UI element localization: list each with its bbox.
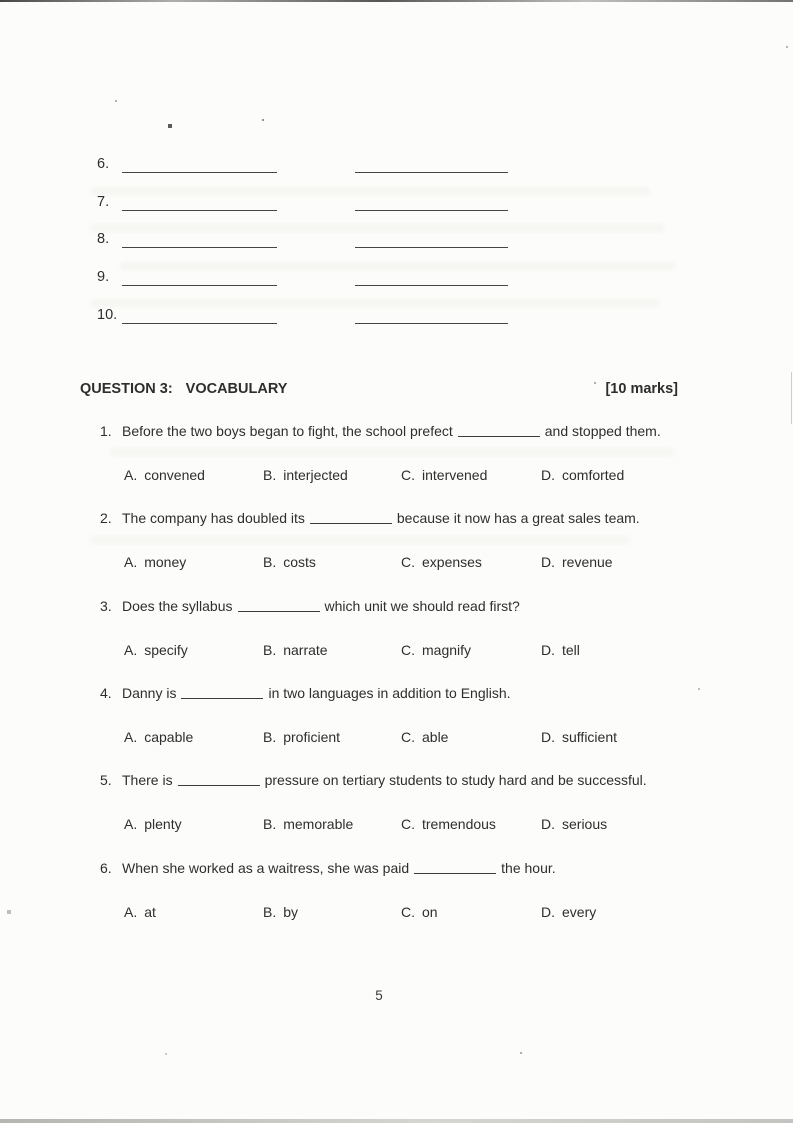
option-text: comforted	[562, 467, 625, 483]
question-number: 2.	[100, 510, 112, 526]
question-text-before: Before the two boys began to fight, the school prefect	[122, 423, 453, 439]
option-text: money	[144, 554, 187, 570]
option-label: A.	[124, 816, 138, 832]
fill-in-blank	[238, 598, 320, 612]
section-title	[80, 381, 287, 397]
option-text: at	[144, 904, 156, 920]
question-text-after: pressure on tertiary students to study hard and be successful.	[264, 772, 647, 788]
question-text-before: When she worked as a waitress, she was paid	[122, 860, 410, 876]
option-c	[401, 729, 541, 746]
option-label: C.	[401, 904, 415, 920]
option-label: D.	[541, 729, 555, 745]
option-b	[263, 554, 401, 571]
fill-in-blank	[178, 772, 260, 786]
option-b	[263, 729, 401, 746]
fill-in-blank	[458, 423, 540, 437]
option-c	[401, 816, 541, 833]
option-a	[124, 554, 263, 571]
answer-row-9	[97, 268, 508, 286]
section-heading	[80, 381, 678, 397]
scan-right-edge	[791, 372, 792, 424]
question-text	[100, 510, 740, 527]
option-text: every	[562, 904, 597, 920]
question-5	[100, 772, 740, 833]
option-text: interjected	[283, 467, 348, 483]
option-a	[124, 904, 263, 921]
question-text-before: There is	[122, 772, 173, 788]
option-a	[124, 816, 263, 833]
question-number: 3.	[100, 598, 112, 614]
page-number: 5	[375, 988, 383, 1003]
option-label: C.	[401, 554, 415, 570]
answer-row-8	[97, 230, 508, 248]
option-a	[124, 467, 263, 484]
question-text	[100, 860, 740, 877]
answer-row-number: 10.	[97, 307, 118, 323]
question-text-before: Does the syllabus	[122, 598, 233, 614]
question-2	[100, 510, 740, 571]
option-text: on	[422, 904, 438, 920]
option-text: plenty	[144, 816, 182, 832]
answer-row-number: 6.	[97, 156, 110, 172]
option-label: D.	[541, 904, 555, 920]
option-label: D.	[541, 467, 555, 483]
option-label: B.	[263, 467, 277, 483]
answer-row-number: 7.	[97, 194, 110, 210]
answer-blank-line-left	[122, 306, 277, 324]
section-title-label: QUESTION 3:	[80, 381, 173, 397]
option-label: C.	[401, 467, 415, 483]
option-label: A.	[124, 904, 138, 920]
answer-row-number: 8.	[97, 231, 110, 247]
option-b	[263, 642, 401, 659]
option-c	[401, 904, 541, 921]
option-b	[263, 816, 401, 833]
option-label: B.	[263, 729, 277, 745]
question-text-after: because it now has a great sales team.	[396, 510, 640, 526]
option-text: expenses	[422, 554, 482, 570]
answer-blank-line-right	[355, 193, 508, 211]
option-label: C.	[401, 729, 415, 745]
option-label: B.	[263, 904, 277, 920]
option-text: serious	[562, 816, 608, 832]
option-label: A.	[124, 729, 138, 745]
option-c	[401, 554, 541, 571]
option-text: costs	[283, 554, 316, 570]
scan-bottom-edge	[0, 1119, 793, 1123]
answer-blank-line-left	[122, 155, 277, 173]
question-1	[100, 423, 740, 484]
fill-in-blank	[414, 860, 496, 874]
option-label: A.	[124, 467, 138, 483]
option-text: proficient	[283, 729, 341, 745]
option-c	[401, 642, 541, 659]
option-a	[124, 729, 263, 746]
option-label: D.	[541, 642, 555, 658]
scan-specks	[0, 0, 2, 2]
option-text: revenue	[562, 554, 613, 570]
option-label: A.	[124, 642, 138, 658]
option-label: D.	[541, 816, 555, 832]
answer-row-6	[97, 155, 508, 173]
answer-row-7	[97, 193, 508, 211]
options-row	[124, 467, 740, 484]
question-6	[100, 860, 740, 921]
option-text: capable	[144, 729, 194, 745]
question-text-after: the hour.	[501, 860, 556, 876]
answer-blank-line-right	[355, 268, 508, 286]
answer-blank-line-right	[355, 230, 508, 248]
question-number: 4.	[100, 685, 112, 701]
options-row	[124, 554, 740, 571]
option-text: specify	[144, 642, 188, 658]
option-label: C.	[401, 816, 415, 832]
option-d	[541, 554, 613, 571]
option-label: B.	[263, 816, 277, 832]
options-row	[124, 642, 740, 659]
option-d	[541, 904, 596, 921]
option-label: B.	[263, 642, 277, 658]
question-text	[100, 685, 740, 702]
option-text: memorable	[283, 816, 354, 832]
option-b	[263, 467, 401, 484]
question-text-after: which unit we should read first?	[324, 598, 520, 614]
option-a	[124, 642, 263, 659]
option-label: C.	[401, 642, 415, 658]
option-d	[541, 816, 607, 833]
option-d	[541, 729, 617, 746]
question-text-before: The company has doubled its	[122, 510, 305, 526]
option-text: by	[283, 904, 299, 920]
option-d	[541, 642, 580, 659]
question-3	[100, 598, 740, 659]
answer-blank-line-left	[122, 230, 277, 248]
question-text-after: in two languages in addition to English.	[268, 685, 511, 701]
section-title-subject: VOCABULARY	[185, 381, 288, 397]
scan-top-edge	[0, 0, 793, 2]
fill-in-blank	[181, 685, 263, 699]
option-d	[541, 467, 624, 484]
question-number: 1.	[100, 423, 112, 439]
options-row	[124, 904, 740, 921]
answer-blank-line-left	[122, 268, 277, 286]
option-text: able	[422, 729, 449, 745]
option-label: B.	[263, 554, 277, 570]
question-4	[100, 685, 740, 746]
options-row	[124, 729, 740, 746]
option-label: A.	[124, 554, 138, 570]
answer-blank-line-right	[355, 155, 508, 173]
question-text-before: Danny is	[122, 685, 177, 701]
option-text: intervened	[422, 467, 488, 483]
option-text: convened	[144, 467, 205, 483]
option-text: narrate	[283, 642, 328, 658]
section-marks: [10 marks]	[605, 381, 678, 397]
question-text	[100, 423, 740, 440]
question-text	[100, 598, 740, 615]
option-text: magnify	[422, 642, 472, 658]
option-text: tell	[562, 642, 580, 658]
fill-in-blank	[310, 510, 392, 524]
options-row	[124, 816, 740, 833]
option-c	[401, 467, 541, 484]
question-number: 5.	[100, 772, 112, 788]
question-text-after: and stopped them.	[544, 423, 661, 439]
option-label: D.	[541, 554, 555, 570]
answer-blank-line-left	[122, 193, 277, 211]
option-b	[263, 904, 401, 921]
question-text	[100, 772, 740, 789]
answer-row-number: 9.	[97, 269, 110, 285]
option-text: tremendous	[422, 816, 496, 832]
option-text: sufficient	[562, 729, 617, 745]
answer-row-10	[97, 306, 508, 324]
answer-blank-line-right	[355, 306, 508, 324]
question-number: 6.	[100, 860, 112, 876]
